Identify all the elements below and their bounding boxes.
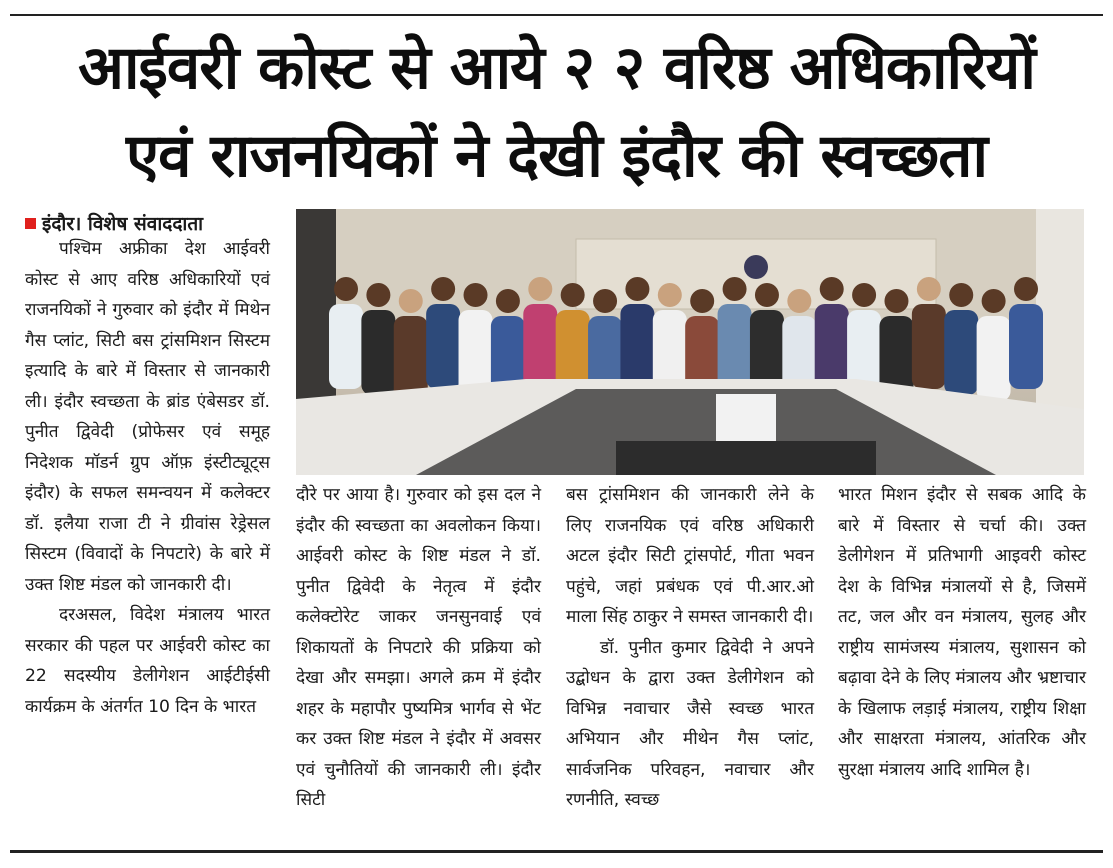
article-column-2 [296, 480, 541, 816]
person-head [593, 289, 617, 313]
bottom-rule [10, 850, 1103, 853]
person-head [755, 283, 779, 307]
paragraph: भारत मिशन इंदौर से सबक आदि के बारे में विस्तार से चर्चा की। उक्त डेलीगेशन में प्रतिभागी आइवरी कोस्ट देश के विभिन्न मंत्रालयों से है, जिसमें तट, जल और वन मंत्रालय, सुलह और राष्ट्रीय सामंजस्य मंत्रालय, सुशासन को बढ़ावा देने के लिए मंत्रालय और भ्रष्टाचार के खिलाफ लड़ाई मंत्रालय, राष्ट्रीय शिक्षा और साक्षरता मंत्रालय, आंतरिक और सुरक्षा मंत्रालय आदि शामिल है। [838, 485, 1086, 780]
person-head [366, 283, 390, 307]
person-head [528, 277, 552, 301]
person-silhouette [426, 304, 460, 389]
group-photo-illustration [296, 209, 1084, 475]
person-head [820, 277, 844, 301]
person-head [982, 289, 1006, 313]
person-head [723, 277, 747, 301]
person-head [561, 283, 585, 307]
person-silhouette [815, 304, 849, 389]
person-head [884, 289, 908, 313]
person-head [399, 289, 423, 313]
person-head [658, 283, 682, 307]
top-rule [10, 14, 1103, 16]
person-silhouette [620, 304, 654, 389]
paragraph: बस ट्रांसमिशन की जानकारी लेने के लिए राजनयिक एवं वरिष्ठ अधिकारी अटल इंदौर सिटी ट्रांसपोर्ट, गीता भवन पहुंचे, जहां प्रबंधक एवं पी.आर.ओ माला सिंह ठाकुर ने समस्त जानकारी दी। [566, 485, 814, 627]
paragraph: दरअसल, विदेश मंत्रालय भारत सरकार की पहल पर आईवरी कोस्ट का 22 सदस्यीय डेलीगेशन आईटीईसी कार्यक्रम के अंतर्गत 10 दिन के भारत [25, 605, 270, 717]
person-head [431, 277, 455, 301]
person-head [1014, 277, 1038, 301]
article-column-3 [566, 480, 814, 816]
headline-line-1: आईवरी कोस्ट से आये २ २ वरिष्ठ अधिकारियों [78, 33, 1035, 103]
person-head [917, 277, 941, 301]
paragraph: पश्चिम अफ्रीका देश आईवरी कोस्ट से आए वरिष्ठ अधिकारियों एवं राजनयिकों ने गुरुवार को इंदौर में मिथेन गैस प्लांट, सिटी बस ट्रांसमिशन सिस्टम इत्यादि के बारे में विस्तार से जानकारी ली। इंदौर स्वच्छता के ब्रांड एंबेसडर डॉ. पुनीत द्विवेदी (प्रोफेसर एवं समूह निदेशक मॉडर्न ग्रुप ऑफ़ इंस्टीट्यूट्स इंदौर) के सफल समन्वयन में कलेक्टर डॉ. इलैया राजा टी ने ग्रीवांस रेड्रेसल सिस्टम (विवादों के निपटारे) के बारे में उक्त शिष्ट मंडल को जानकारी दी। [25, 239, 270, 595]
red-square-icon [25, 218, 36, 229]
dateline-text: इंदौर। विशेष संवाददाता [42, 213, 204, 235]
person-head [464, 283, 488, 307]
person-head [787, 289, 811, 313]
person-head [496, 289, 520, 313]
person-head [334, 277, 358, 301]
person-silhouette [523, 304, 557, 389]
article-column-4 [838, 480, 1086, 785]
person-silhouette [718, 304, 752, 389]
headline-line-2: एवं राजनयिकों ने देखी इंदौर की स्वच्छता [125, 121, 988, 191]
person-silhouette [459, 310, 493, 395]
person-silhouette [944, 310, 978, 395]
paragraph: दौरे पर आया है। गुरुवार को इस दल ने इंदौर की स्वच्छता का अवलोकन किया। आईवरी कोस्ट के शिष्ट मंडल ने डॉ. पुनीत द्विवेदी के नेतृत्व में इंदौर कलेक्टोरेट जाकर जनसुनवाई एवं शिकायतों के निपटारे की प्रक्रिया को देखा और समझा। अगले क्रम में इंदौर शहर के महापौर पुष्यमित्र भार्गव से भेंट कर उक्त शिष्ट मंडल ने इंदौर में अवसर एवं चुनौतियों की जानकारी ली। इंदौर सिटी [296, 485, 541, 810]
person-silhouette [361, 310, 395, 395]
dateline [25, 210, 203, 236]
article-column-1 [25, 234, 270, 722]
person-head [949, 283, 973, 307]
paragraph: डॉ. पुनीत कुमार द्विवेदी ने अपने उद्बोधन के द्वारा उक्त डेलीगेशन को विभिन्न नवाचार जैसे स्वच्छ भारत अभियान और मीथेन गैस प्लांट, सार्वजनिक परिवहन, नवाचार और रणनीति, स्वच्छ [566, 637, 814, 810]
person-head [690, 289, 714, 313]
person-head [625, 277, 649, 301]
person-silhouette [912, 304, 946, 389]
person-silhouette [977, 316, 1011, 401]
person-head [852, 283, 876, 307]
person-silhouette [1009, 304, 1043, 389]
group-photo [296, 209, 1084, 475]
person-silhouette [329, 304, 363, 389]
